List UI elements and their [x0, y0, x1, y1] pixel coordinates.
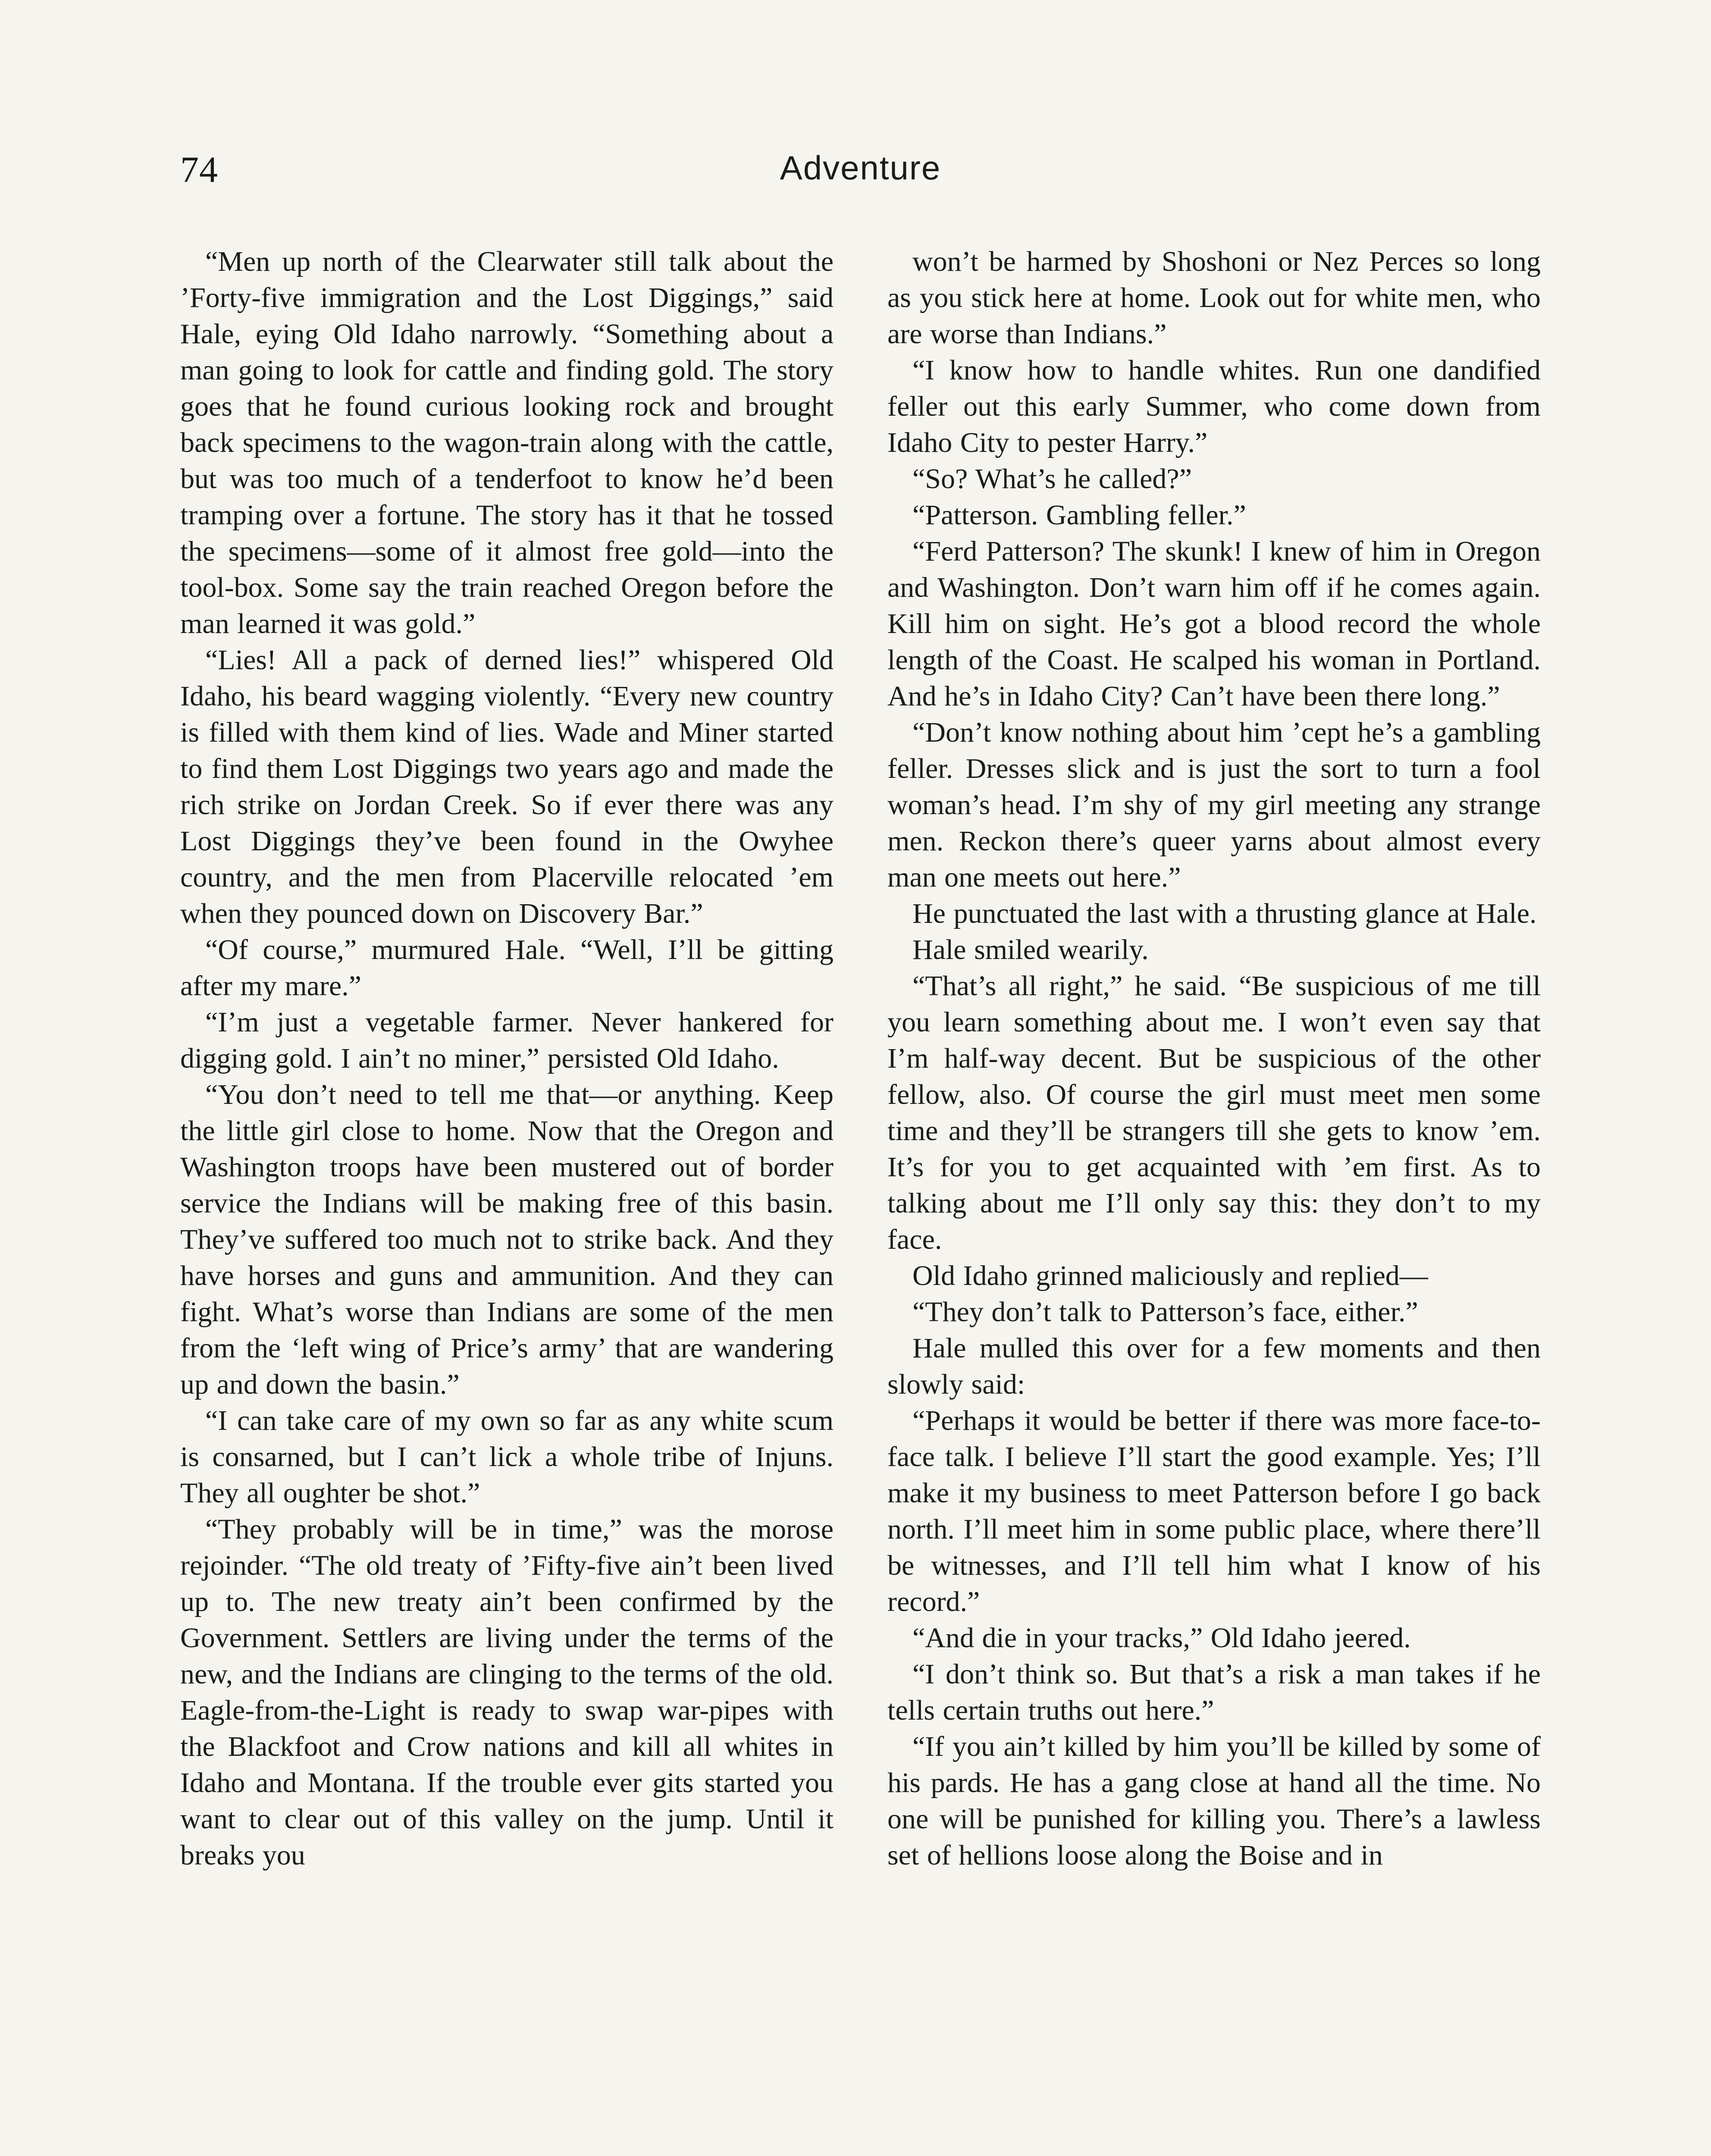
- text-columns: [180, 244, 1541, 2156]
- paragraph: He punctuated the last with a thrusting glance at Hale.: [912, 898, 1537, 929]
- paragraph: “Men up north of the Clearwater still talk about the ’Forty-five immigration and the Lost Diggings,” said Hale, eying Old Idaho narrowly. “Something about a man going to look for cattle and finding gold. The story goes that he found curious looking rock and brought back specimens to the wagon-train along with the cattle, but was too much of a tenderfoot to know he’d been tramping over a fortune. The story has it that he tossed the specimens—some of it almost free gold—into the tool-box. Some say the train reached Oregon before the man learned it was gold.”: [180, 246, 834, 639]
- paragraph: “Of course,” murmured Hale. “Well, I’ll be gitting after my mare.”: [180, 934, 834, 1002]
- paragraph: won’t be harmed by Shoshoni or Nez Perces so long as you stick here at home. Look out for white men, who are worse than Indians.”: [887, 246, 1541, 350]
- page-number: 74: [180, 149, 218, 190]
- paragraph: “You don’t need to tell me that—or anything. Keep the little girl close to home. Now that the Oregon and Washington troops have been mustered out of border service the Indians will be making free of this basin. They’ve suffered too much not to strike back. And they have horses and guns and ammunition. And they can fight. What’s worse than Indians are some of the men from the ‘left wing of Price’s army’ that are wandering up and down the basin.”: [180, 1079, 834, 1400]
- page-header: [180, 151, 1541, 211]
- paragraph: “So? What’s he called?”: [912, 463, 1192, 495]
- paragraph: “If you ain’t killed by him you’ll be killed by some of his pards. He has a gang close at hand all the time. No one will be punished for killing you. There’s a lawless set of hellions loose along the Boise and in: [887, 1731, 1541, 1871]
- paragraph: “They don’t talk to Patterson’s face, either.”: [912, 1296, 1418, 1328]
- paragraph: “That’s all right,” he said. “Be suspicious of me till you learn something about me. I won’t even say that I’m half-way decent. But be suspicious of the other fellow, also. Of course the girl must meet men some time and they’ll be strangers till she gets to know ’em. It’s for you to get acquainted with ’em first. As to talking about me I’ll only say this: they don’t to my face.: [887, 970, 1541, 1255]
- paragraph: “I can take care of my own so far as any white scum is consarned, but I can’t lick a whole tribe of Injuns. They all oughter be shot.”: [180, 1405, 834, 1509]
- paragraph: “I know how to handle whites. Run one dandified feller out this early Summer, who come down from Idaho City to pester Harry.”: [887, 354, 1541, 458]
- paragraph: “Don’t know nothing about him ’cept he’s a gambling feller. Dresses slick and is just the sort to turn a fool woman’s head. I’m shy of my girl meeting any strange men. Reckon there’s queer yarns about almost every man one meets out here.”: [887, 717, 1541, 893]
- right-column: [887, 244, 1541, 2156]
- paragraph: Old Idaho grinned maliciously and replied—: [912, 1260, 1428, 1291]
- paragraph: “Ferd Patterson? The skunk! I knew of him in Oregon and Washington. Don’t warn him off if he comes again. Kill him on sight. He’s got a blood record the whole length of the Coast. He scalped his woman in Portland. And he’s in Idaho City? Can’t have been there long.”: [887, 536, 1541, 712]
- running-head: Adventure: [780, 149, 941, 187]
- paragraph: “They probably will be in time,” was the morose rejoinder. “The old treaty of ’Fifty-five ain’t been lived up to. The new treaty ain’t been confirmed by the Government. Settlers are living under the terms of the new, and the Indians are clinging to the terms of the old. Eagle-from-the-Light is ready to swap war-pipes with the Blackfoot and Crow nations and kill all whites in Idaho and Montana. If the trouble ever gits started you want to clear out of this valley on the jump. Until it breaks you: [180, 1514, 834, 1871]
- left-column: [180, 244, 834, 2156]
- paragraph: “Perhaps it would be better if there was more face-to-face talk. I believe I’ll start the good example. Yes; I’ll make it my business to meet Patterson before I go back north. I’ll meet him in some public place, where there’ll be witnesses, and I’ll tell him what I know of his record.”: [887, 1405, 1541, 1617]
- paragraph: Hale smiled wearily.: [912, 934, 1149, 965]
- paragraph: “Lies! All a pack of derned lies!” whispered Old Idaho, his beard wagging violently. “Every new country is filled with them kind of lies. Wade and Miner started to find them Lost Diggings two years ago and made the rich strike on Jordan Creek. So if ever there was any Lost Diggings they’ve been found in the Owyhee country, and the men from Placerville relocated ’em when they pounced down on Discovery Bar.”: [180, 644, 834, 929]
- paragraph: “I don’t think so. But that’s a risk a man takes if he tells certain truths out here.”: [887, 1658, 1541, 1726]
- paragraph: “Patterson. Gambling feller.”: [912, 499, 1246, 531]
- paragraph: “And die in your tracks,” Old Idaho jeered.: [912, 1622, 1411, 1654]
- paragraph: “I’m just a vegetable farmer. Never hankered for digging gold. I ain’t no miner,” persisted Old Idaho.: [180, 1006, 834, 1074]
- paragraph: Hale mulled this over for a few moments and then slowly said:: [887, 1332, 1541, 1400]
